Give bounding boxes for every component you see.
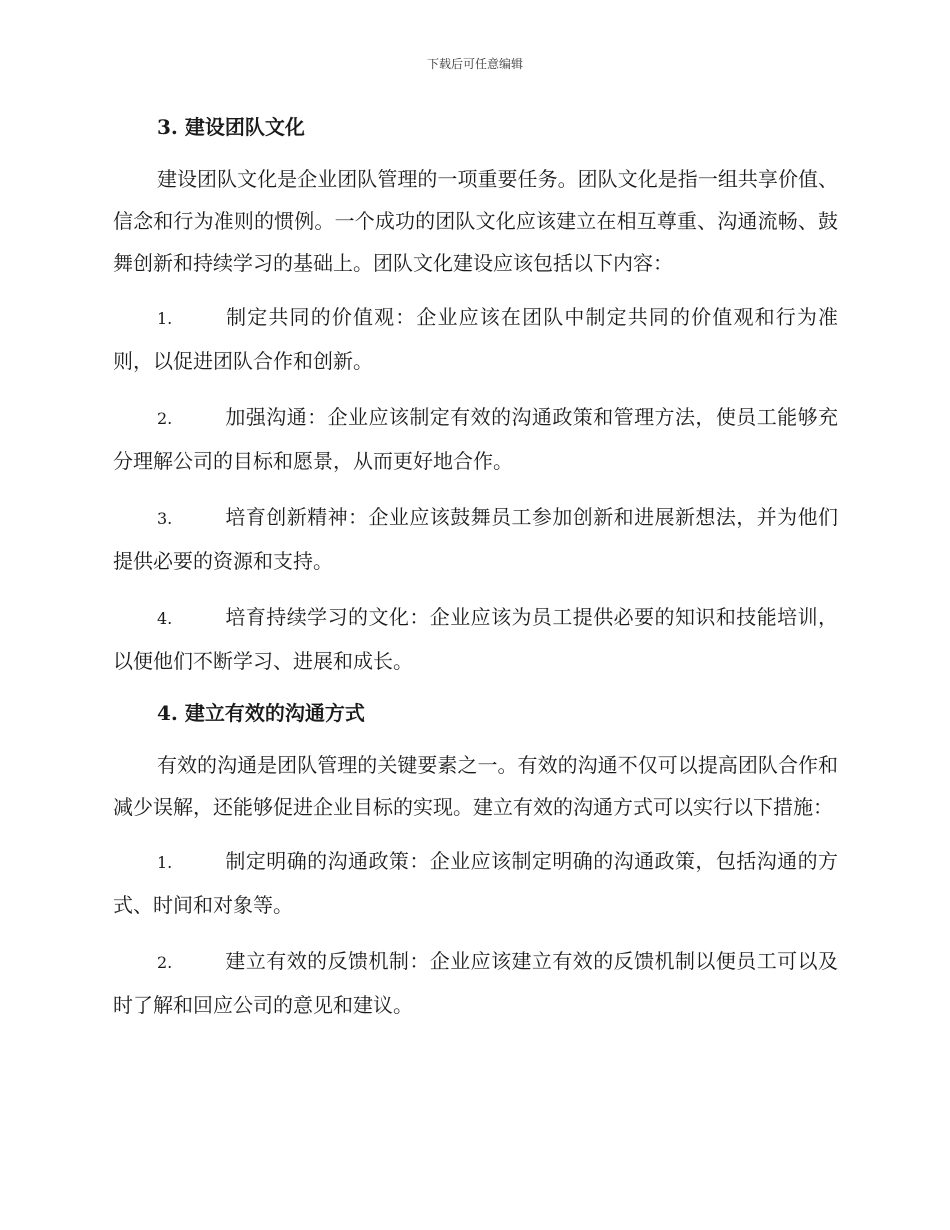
- page-header-note: 下载后可任意编辑: [426, 57, 523, 71]
- list-item: [113, 296, 838, 382]
- list-item-number: 3.: [157, 509, 173, 528]
- document-body: [113, 110, 838, 1040]
- section-3-intro: 建设团队文化是企业团队管理的一项重要任务。团队文化是指一组共享价值、信念和行为准则的惯例。一个成功的团队文化应该建立在相互尊重、沟通流畅、鼓舞创新和持续学习的基础上。团队文化建设应该包括以下内容：: [113, 167, 838, 275]
- section-4-heading: 4. 建立有效的沟通方式: [157, 701, 365, 725]
- list-item: [113, 596, 838, 682]
- list-item-text: 建立有效的反馈机制：企业应该建立有效的反馈机制以便员工可以及时了解和回应公司的意见和建议。: [113, 949, 838, 1017]
- list-item-number: 1.: [157, 853, 173, 872]
- list-item-number: 2.: [157, 953, 173, 972]
- list-item: [113, 940, 838, 1026]
- list-item: [113, 496, 838, 582]
- section-3-heading: 3. 建设团队文化: [157, 115, 305, 139]
- list-item-text: 培育创新精神：企业应该鼓舞员工参加创新和进展新想法，并为他们提供必要的资源和支持。: [113, 505, 838, 573]
- list-item-number: 4.: [157, 609, 173, 628]
- list-item-number: 2.: [157, 409, 173, 428]
- list-item-text: 培育持续学习的文化：企业应该为员工提供必要的知识和技能培训，以便他们不断学习、进展和成长。: [113, 605, 838, 673]
- list-item-number: 1.: [157, 309, 173, 328]
- section-4-intro: 有效的沟通是团队管理的关键要素之一。有效的沟通不仅可以提高团队合作和减少误解，还能够促进企业目标的实现。建立有效的沟通方式可以实行以下措施：: [113, 753, 838, 819]
- list-item-text: 加强沟通：企业应该制定有效的沟通政策和管理方法，使员工能够充分理解公司的目标和愿景，从而更好地合作。: [113, 405, 838, 473]
- list-item-text: 制定共同的价值观：企业应该在团队中制定共同的价值观和行为准则，以促进团队合作和创新。: [113, 305, 838, 373]
- list-item-text: 制定明确的沟通政策：企业应该制定明确的沟通政策，包括沟通的方式、时间和对象等。: [113, 849, 838, 917]
- list-item: [113, 840, 838, 926]
- list-item: [113, 396, 838, 482]
